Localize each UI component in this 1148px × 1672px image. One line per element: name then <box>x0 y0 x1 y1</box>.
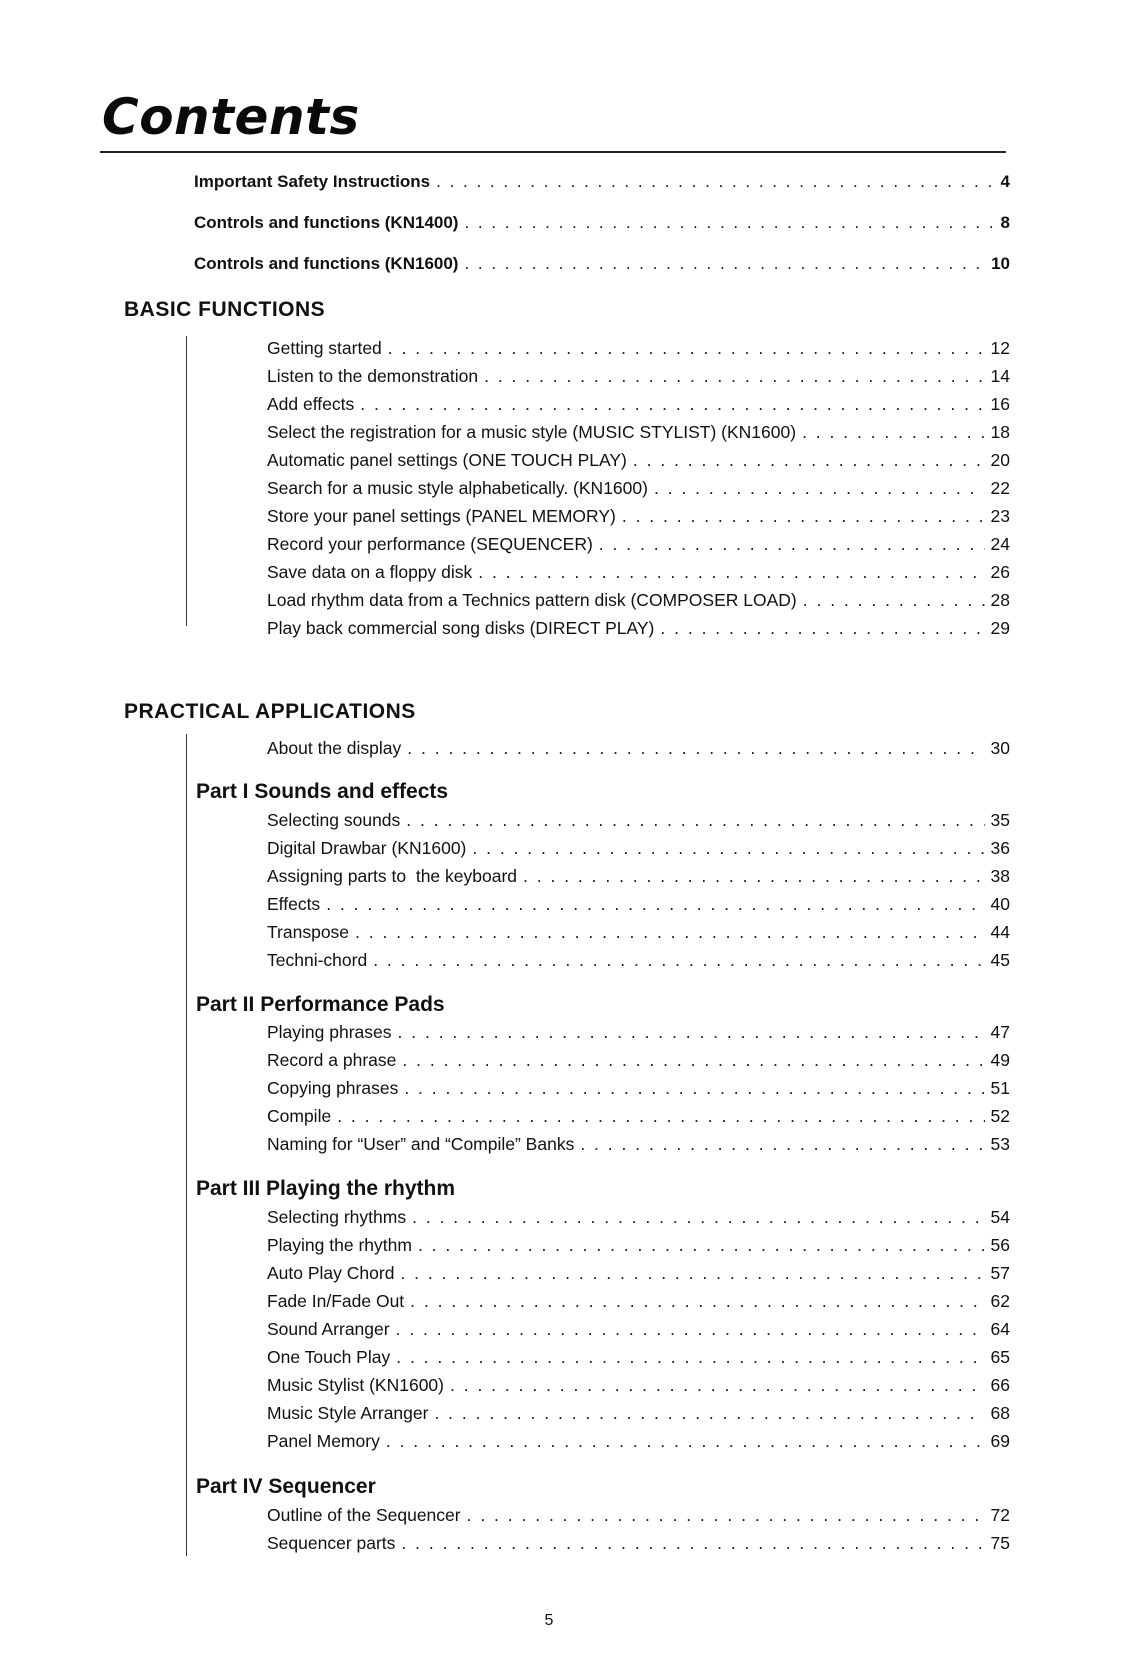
entry-label: One Touch Play <box>267 1347 391 1367</box>
toc-entry[interactable] <box>267 1347 1010 1375</box>
part-heading-sounds-and-effects: Part I Sounds and effects <box>196 780 449 803</box>
entry-page: 66 <box>990 1375 1010 1395</box>
dot-leader <box>418 1235 985 1256</box>
entry-page: 10 <box>991 254 1010 273</box>
toc-entry[interactable] <box>267 338 1010 366</box>
entry-page: 44 <box>990 922 1010 942</box>
entry-page: 75 <box>990 1533 1010 1553</box>
entry-label: Auto Play Chord <box>267 1263 395 1283</box>
entry-page: 28 <box>990 590 1010 610</box>
entry-label: Outline of the Sequencer <box>267 1505 461 1525</box>
dot-leader <box>404 1078 984 1099</box>
entry-page: 56 <box>990 1235 1010 1255</box>
dot-leader <box>355 922 985 943</box>
entry-label: Sound Arranger <box>267 1319 390 1339</box>
toc-entry[interactable] <box>267 950 1010 978</box>
entry-label: Save data on a floppy disk <box>267 562 473 582</box>
dot-leader <box>410 1291 984 1312</box>
entry-page: 45 <box>990 950 1010 970</box>
toc-entry[interactable] <box>267 1050 1010 1078</box>
entry-page: 57 <box>990 1263 1010 1283</box>
entry-page: 22 <box>990 478 1010 498</box>
toc-entry[interactable] <box>267 534 1010 562</box>
entry-page: 12 <box>990 338 1010 358</box>
entry-label: Digital Drawbar (KN1600) <box>267 838 467 858</box>
entry-label: Search for a music style alphabetically. (KN1600) <box>267 478 648 498</box>
entry-page: 20 <box>990 450 1010 470</box>
dot-leader <box>396 1319 985 1340</box>
toc-entry[interactable] <box>267 1505 1010 1533</box>
entry-label: Play back commercial song disks (DIRECT PLAY) <box>267 618 655 638</box>
entry-page: 65 <box>990 1347 1010 1367</box>
entry-label: Important Safety Instructions <box>194 172 431 191</box>
entry-page: 69 <box>990 1431 1010 1451</box>
dot-leader <box>472 838 984 859</box>
toc-entry[interactable] <box>267 422 1010 450</box>
top-entries <box>194 172 1010 295</box>
toc-entry[interactable] <box>267 1106 1010 1134</box>
entry-label: Add effects <box>267 394 355 414</box>
toc-entry[interactable] <box>194 213 1010 254</box>
entry-label: Select the registration for a music style (MUSIC STYLIST) (KN1600) <box>267 422 797 442</box>
toc-entry[interactable] <box>267 1431 1010 1459</box>
entry-page: 53 <box>990 1134 1010 1154</box>
dot-leader <box>523 866 985 887</box>
entry-label: Playing the rhythm <box>267 1235 412 1255</box>
dot-leader <box>373 950 984 971</box>
entry-label: Selecting rhythms <box>267 1207 407 1227</box>
practical-intro-entries <box>267 738 1010 766</box>
toc-entry[interactable] <box>267 838 1010 866</box>
entry-page: 23 <box>990 506 1010 526</box>
dot-leader <box>386 1431 985 1452</box>
entry-page: 54 <box>990 1207 1010 1227</box>
entry-page: 14 <box>990 366 1010 386</box>
dot-leader <box>407 738 984 759</box>
dot-leader <box>406 810 984 831</box>
dot-leader <box>388 338 985 359</box>
toc-entry[interactable] <box>267 894 1010 922</box>
entry-page: 64 <box>990 1319 1010 1339</box>
dot-leader <box>484 366 984 387</box>
toc-entry[interactable] <box>267 1291 1010 1319</box>
toc-entry[interactable] <box>267 1263 1010 1291</box>
part-1-entries <box>267 810 1010 978</box>
part-heading-sequencer: Part IV Sequencer <box>196 1475 376 1498</box>
entry-label: Effects <box>267 894 321 914</box>
toc-entry[interactable] <box>267 866 1010 894</box>
toc-entry[interactable] <box>194 254 1010 295</box>
dot-leader <box>360 394 984 415</box>
toc-entry[interactable] <box>267 590 1010 618</box>
entry-label: Automatic panel settings (ONE TOUCH PLAY) <box>267 450 627 470</box>
entry-page: 29 <box>990 618 1010 638</box>
entry-page: 18 <box>990 422 1010 442</box>
entry-label: Playing phrases <box>267 1022 392 1042</box>
entry-page: 62 <box>990 1291 1010 1311</box>
entry-page: 51 <box>990 1078 1010 1098</box>
toc-entry[interactable] <box>267 1533 1010 1561</box>
entry-label: Assigning parts to the keyboard <box>267 866 518 886</box>
dot-leader <box>633 450 985 471</box>
page-number: 5 <box>544 1612 554 1629</box>
dot-leader <box>660 618 984 639</box>
section-heading-basic-functions: BASIC FUNCTIONS <box>124 298 326 321</box>
entry-label: Transpose <box>267 922 350 942</box>
entry-page: 72 <box>990 1505 1010 1525</box>
entry-label: Music Stylist (KN1600) <box>267 1375 444 1395</box>
entry-page: 49 <box>990 1050 1010 1070</box>
basic-functions-entries <box>267 338 1010 646</box>
entry-page: 47 <box>990 1022 1010 1042</box>
entry-label: Record your performance (SEQUENCER) <box>267 534 593 554</box>
part-3-entries <box>267 1207 1010 1459</box>
toc-entry[interactable] <box>267 450 1010 478</box>
entry-label: Selecting sounds <box>267 810 401 830</box>
dot-leader <box>803 590 985 611</box>
entry-label: Techni-chord <box>267 950 368 970</box>
entry-page: 8 <box>1000 213 1010 232</box>
dot-leader <box>436 172 994 192</box>
part-2-entries <box>267 1022 1010 1162</box>
title-rule <box>100 151 1006 153</box>
toc-entry[interactable] <box>267 738 1010 766</box>
entry-label: Music Style Arranger <box>267 1403 429 1423</box>
entry-page: 16 <box>990 394 1010 414</box>
entry-label: Controls and functions (KN1400) <box>194 213 459 232</box>
entry-page: 35 <box>990 810 1010 830</box>
page-title: Contents <box>102 88 360 146</box>
part-4-entries <box>267 1505 1010 1561</box>
toc-entry[interactable] <box>267 1403 1010 1431</box>
dot-leader <box>622 506 985 527</box>
dot-leader <box>802 422 984 443</box>
toc-entry[interactable] <box>267 1022 1010 1050</box>
entry-page: 30 <box>990 738 1010 758</box>
entry-page: 26 <box>990 562 1010 582</box>
toc-entry[interactable] <box>267 1375 1010 1403</box>
toc-entry[interactable] <box>267 366 1010 394</box>
dot-leader <box>467 1505 985 1526</box>
entry-page: 68 <box>990 1403 1010 1423</box>
toc-entry[interactable] <box>267 810 1010 838</box>
entry-label: About the display <box>267 738 402 758</box>
entry-label: Getting started <box>267 338 382 358</box>
toc-entry[interactable] <box>267 1235 1010 1263</box>
entry-label: Store your panel settings (PANEL MEMORY) <box>267 506 616 526</box>
toc-entry[interactable] <box>267 1207 1010 1235</box>
entry-label: Naming for “User” and “Compile” Banks <box>267 1134 575 1154</box>
dot-leader <box>654 478 985 499</box>
toc-entry[interactable] <box>267 562 1010 590</box>
dot-leader <box>337 1106 984 1127</box>
dot-leader <box>434 1403 984 1424</box>
toc-entry[interactable] <box>267 922 1010 950</box>
entry-label: Panel Memory <box>267 1431 380 1451</box>
entry-label: Load rhythm data from a Technics pattern disk (COMPOSER LOAD) <box>267 590 797 610</box>
dot-leader <box>450 1375 985 1396</box>
dot-leader <box>396 1347 984 1368</box>
entry-page: 24 <box>990 534 1010 554</box>
toc-entry[interactable] <box>267 1078 1010 1106</box>
entry-page: 36 <box>990 838 1010 858</box>
dot-leader <box>580 1134 984 1155</box>
section-bar <box>186 734 187 1556</box>
entry-label: Listen to the demonstration <box>267 366 479 386</box>
toc-entry[interactable] <box>267 478 1010 506</box>
section-heading-practical-applications: PRACTICAL APPLICATIONS <box>124 700 416 723</box>
toc-entry[interactable] <box>194 172 1010 213</box>
entry-label: Record a phrase <box>267 1050 397 1070</box>
entry-page: 4 <box>1000 172 1010 191</box>
toc-entry[interactable] <box>267 1134 1010 1162</box>
dot-leader <box>478 562 984 583</box>
entry-label: Copying phrases <box>267 1078 399 1098</box>
section-bar <box>186 336 187 626</box>
part-heading-playing-the-rhythm: Part III Playing the rhythm <box>196 1177 456 1200</box>
toc-entry[interactable] <box>267 618 1010 646</box>
dot-leader <box>400 1263 984 1284</box>
entry-page: 52 <box>990 1106 1010 1126</box>
dot-leader <box>464 254 985 274</box>
toc-entry[interactable] <box>267 1319 1010 1347</box>
entry-label: Controls and functions (KN1600) <box>194 254 459 273</box>
entry-label: Compile <box>267 1106 332 1126</box>
dot-leader <box>599 534 985 555</box>
entry-label: Fade In/Fade Out <box>267 1291 405 1311</box>
dot-leader <box>326 894 984 915</box>
dot-leader <box>412 1207 984 1228</box>
dot-leader <box>398 1022 985 1043</box>
dot-leader <box>464 213 994 233</box>
toc-entry[interactable] <box>267 506 1010 534</box>
toc-entry[interactable] <box>267 394 1010 422</box>
entry-label: Sequencer parts <box>267 1533 396 1553</box>
entry-page: 38 <box>990 866 1010 886</box>
part-heading-performance-pads: Part II Performance Pads <box>196 993 445 1016</box>
dot-leader <box>401 1533 984 1554</box>
dot-leader <box>402 1050 984 1071</box>
entry-page: 40 <box>990 894 1010 914</box>
